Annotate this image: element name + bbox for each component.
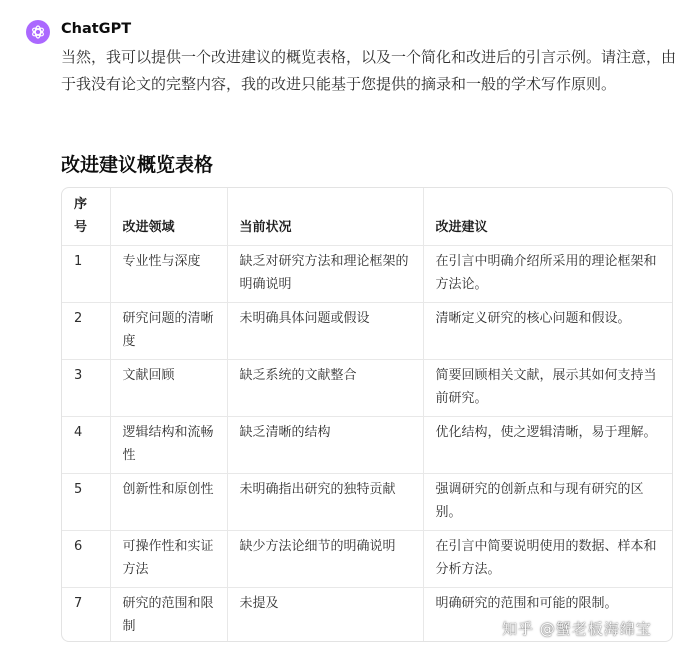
- cell-suggestion: 在引言中简要说明使用的数据、样本和分析方法。: [423, 530, 672, 587]
- cell-area: 文献回顾: [110, 359, 227, 416]
- header-current: 当前状况: [227, 188, 423, 245]
- cell-current: 缺乏对研究方法和理论框架的明确说明: [227, 245, 423, 302]
- zhihu-watermark: 知乎 @蟹老板海绵宝: [502, 620, 652, 638]
- cell-area: 专业性与深度: [110, 245, 227, 302]
- message-intro: 当然，我可以提供一个改进建议的概览表格，以及一个简化和改进后的引言示例。请注意，由于我没有论文的完整内容，我的改进只能基于您提供的摘录和一般的学术写作原则。: [61, 48, 677, 93]
- cell-current: 未提及: [227, 587, 423, 642]
- cell-area: 创新性和原创性: [110, 473, 227, 530]
- cell-current: 缺少方法论细节的明确说明: [227, 530, 423, 587]
- section-heading: 改进建议概览表格: [61, 154, 214, 176]
- header-area: 改进领域: [110, 188, 227, 245]
- suggestions-table: [61, 187, 673, 642]
- cell-suggestion: 简要回顾相关文献，展示其如何支持当前研究。: [423, 359, 672, 416]
- header-index: 序号: [62, 188, 110, 245]
- chatgpt-avatar: [26, 20, 50, 44]
- cell-area: 研究问题的清晰度: [110, 302, 227, 359]
- cell-index: 6: [62, 530, 110, 587]
- cell-suggestion: 清晰定义研究的核心问题和假设。: [423, 302, 672, 359]
- cell-index: 3: [62, 359, 110, 416]
- table-row: [62, 302, 672, 359]
- cell-current: 未明确指出研究的独特贡献: [227, 473, 423, 530]
- cell-suggestion: 强调研究的创新点和与现有研究的区别。: [423, 473, 672, 530]
- cell-index: 5: [62, 473, 110, 530]
- table-row: [62, 530, 672, 587]
- header-suggestion: 改进建议: [423, 188, 672, 245]
- cell-area: 逻辑结构和流畅性: [110, 416, 227, 473]
- cell-index: 4: [62, 416, 110, 473]
- cell-current: 缺乏系统的文献整合: [227, 359, 423, 416]
- message-author: ChatGPT: [61, 21, 132, 37]
- cell-index: 1: [62, 245, 110, 302]
- cell-index: 7: [62, 587, 110, 642]
- table-row: [62, 416, 672, 473]
- cell-current: 缺乏清晰的结构: [227, 416, 423, 473]
- cell-suggestion: 明确研究的范围和可能的限制。: [435, 595, 618, 611]
- openai-logo-icon: [30, 24, 46, 40]
- table-header-row: [62, 188, 672, 245]
- table-row: [62, 359, 672, 416]
- cell-area: 研究的范围和限制: [110, 587, 227, 642]
- cell-suggestion: 优化结构，使之逻辑清晰，易于理解。: [423, 416, 672, 473]
- cell-area: 可操作性和实证方法: [110, 530, 227, 587]
- table-row: [62, 473, 672, 530]
- cell-index: 2: [62, 302, 110, 359]
- cell-current: 未明确具体问题或假设: [227, 302, 423, 359]
- table-row: [62, 245, 672, 302]
- cell-suggestion: 在引言中明确介绍所采用的理论框架和方法论。: [423, 245, 672, 302]
